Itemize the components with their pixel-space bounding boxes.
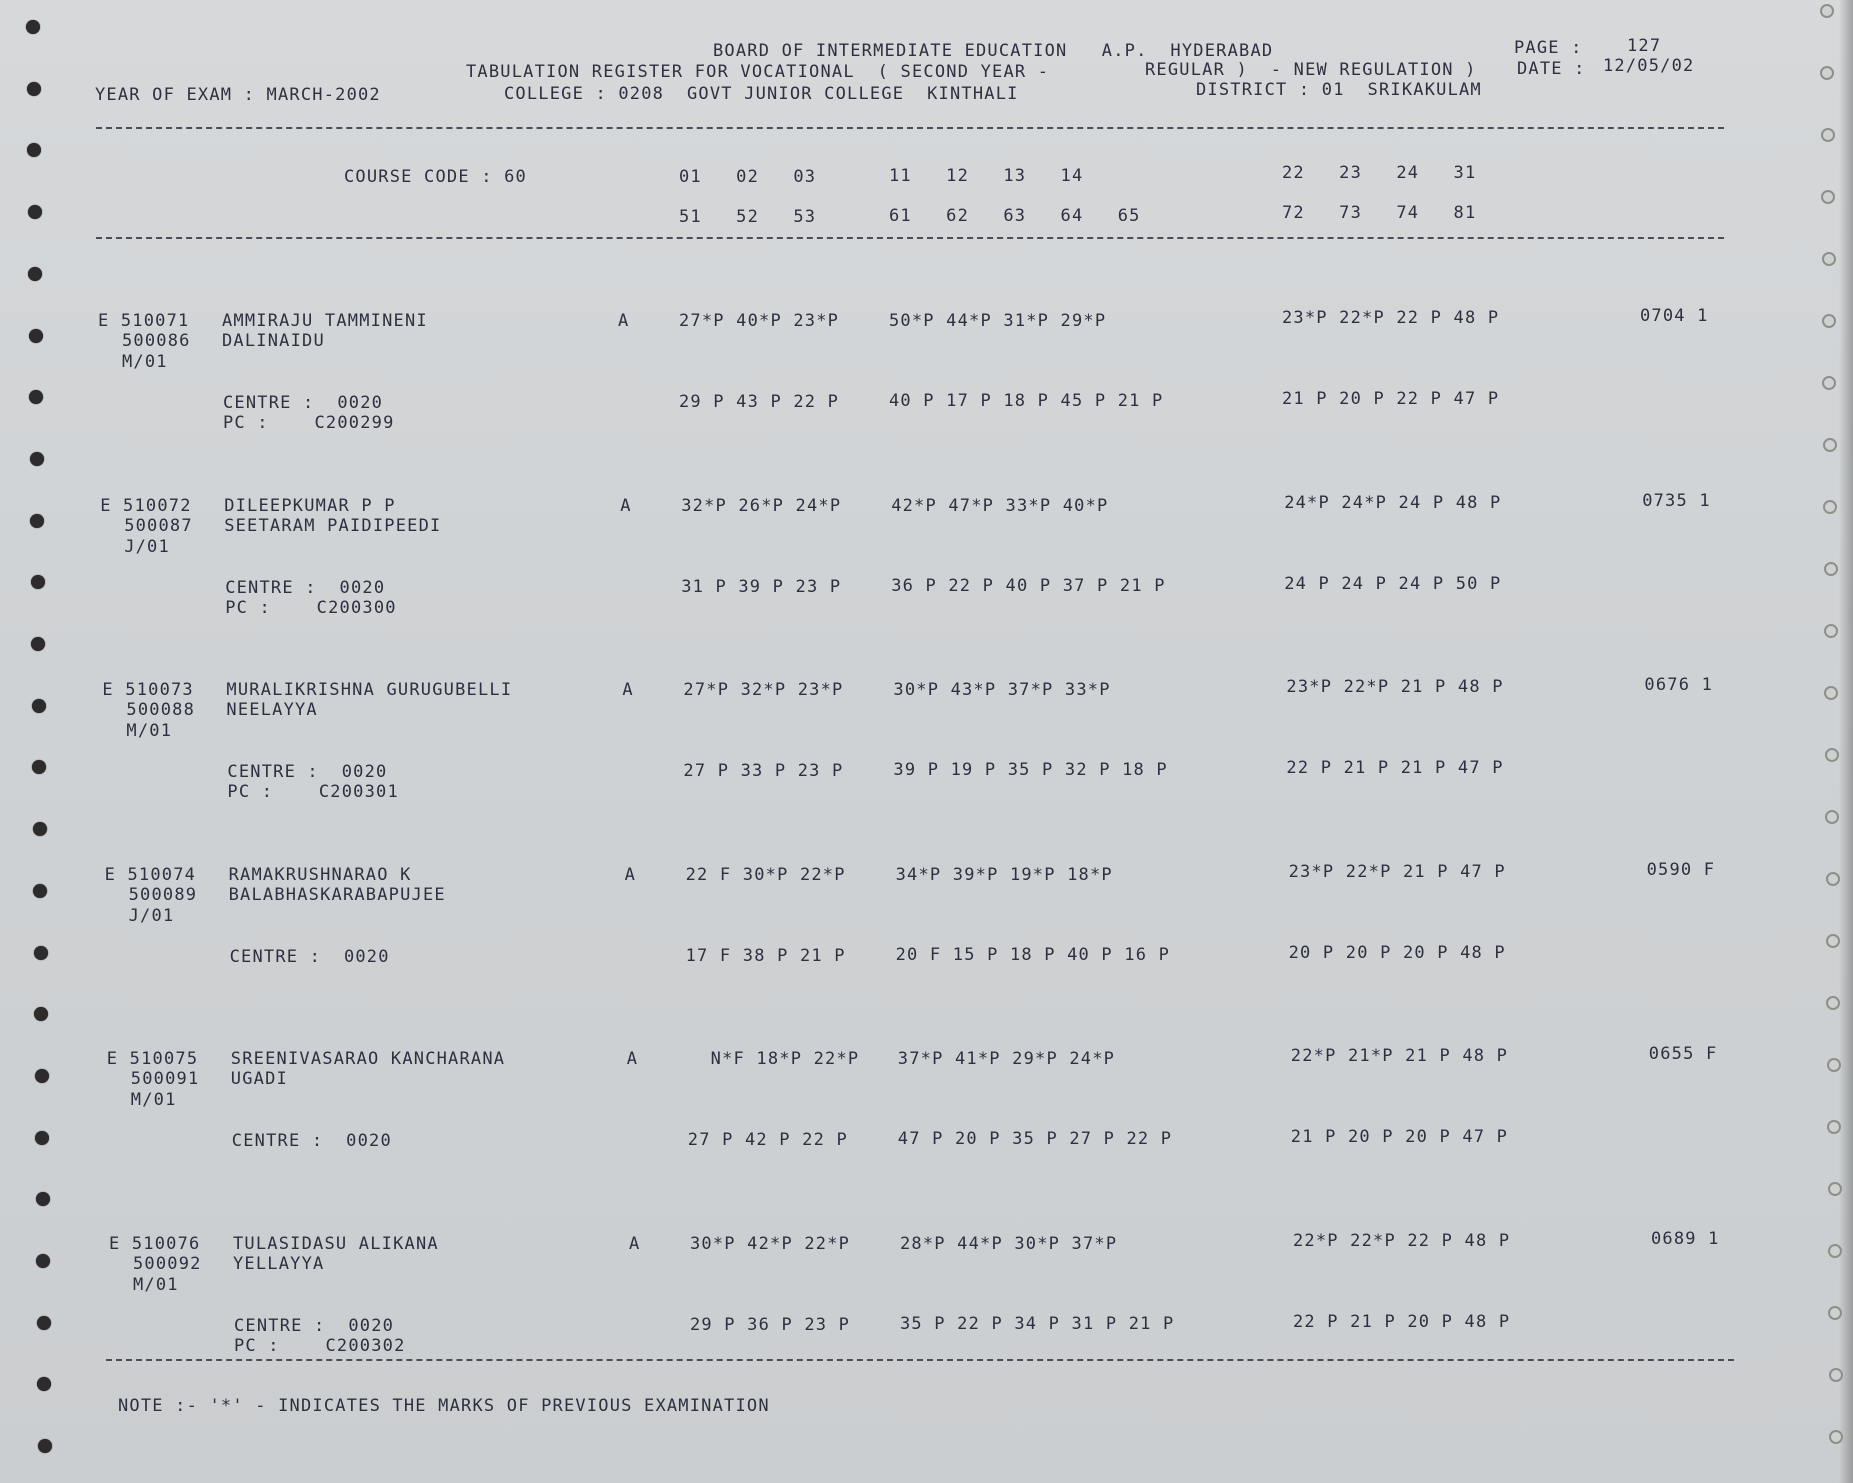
page-number: 127 — [1627, 36, 1662, 56]
feed-hole — [1828, 1182, 1842, 1196]
exam-centre: CENTRE : 0020 — [229, 946, 390, 967]
feed-hole — [1822, 314, 1836, 328]
total-and-result: 0735 1 — [1642, 490, 1711, 511]
feed-hole — [28, 267, 42, 281]
feed-hole — [1822, 376, 1836, 390]
header-rule-top — [96, 127, 1724, 129]
father-name: NEELAYYA — [226, 700, 318, 721]
page-label: PAGE : — [1514, 38, 1583, 58]
roll-number: 500091 — [130, 1069, 200, 1090]
status-flag: A — [622, 680, 634, 701]
feed-hole — [1827, 1058, 1841, 1072]
marks-previous-group3: 23*P 22*P 21 P 47 P — [1288, 861, 1506, 882]
register-title: TABULATION REGISTER FOR VOCATIONAL ( SECOND YEAR - — [466, 62, 1050, 82]
group-code: M/01 — [130, 1090, 177, 1111]
pc-number: PC : C200299 — [223, 413, 395, 433]
marks-previous-group3: 22*P 21*P 21 P 48 P — [1290, 1046, 1509, 1067]
total-and-result: 0676 1 — [1644, 675, 1713, 696]
marks-current-group1: 27 P 33 P 23 P — [683, 761, 844, 782]
feed-hole — [27, 82, 41, 96]
marks-previous-group3: 23*P 22*P 21 P 48 P — [1286, 677, 1504, 698]
board-title: BOARD OF INTERMEDIATE EDUCATION A.P. HYDERABAD — [713, 41, 1274, 61]
feed-hole — [1824, 686, 1838, 700]
exam-centre: CENTRE : 0020 — [223, 393, 384, 413]
student-id: E 510072 — [100, 495, 192, 516]
marks-previous-group1: 30*P 42*P 22*P — [690, 1234, 851, 1254]
pc-number: PC : C200302 — [234, 1336, 406, 1356]
group-code: J/01 — [124, 536, 170, 557]
marks-current-group1: 17 F 38 P 21 P — [685, 945, 846, 966]
feed-hole — [37, 1316, 51, 1330]
feed-hole — [32, 699, 46, 713]
total-and-result: 0689 1 — [1651, 1229, 1720, 1249]
marks-previous-group1: N*F 18*P 22*P — [687, 1049, 860, 1070]
total-and-result: 0590 F — [1646, 859, 1716, 880]
father-name: SEETARAM PAIDIPEEDI — [224, 515, 442, 536]
feed-hole — [1828, 1244, 1842, 1258]
status-flag: A — [629, 1234, 641, 1254]
marks-previous-group2: 34*P 39*P 19*P 18*P — [895, 864, 1113, 885]
marks-previous-group1: 22 F 30*P 22*P — [685, 864, 846, 885]
marks-current-group1: 27 P 42 P 22 P — [687, 1130, 848, 1151]
marks-previous-group1: 27*P 32*P 23*P — [683, 680, 844, 701]
marks-current-group2: 40 P 17 P 18 P 45 P 21 P — [889, 391, 1164, 411]
date-label: DATE : — [1517, 59, 1586, 79]
status-flag: A — [626, 1049, 639, 1070]
student-name: AMMIRAJU TAMMINENI — [222, 311, 428, 331]
student-id: E 510073 — [102, 680, 194, 701]
feed-hole — [1822, 252, 1836, 266]
father-name: UGADI — [230, 1069, 288, 1090]
marks-current-group3: 22 P 21 P 20 P 48 P — [1293, 1312, 1511, 1332]
subject-codes-row2-group2: 61 62 63 64 65 — [889, 206, 1141, 226]
exam-centre: CENTRE : 0020 — [227, 762, 388, 783]
feed-hole — [35, 1131, 49, 1145]
feed-hole — [1821, 128, 1835, 142]
feed-hole — [26, 20, 40, 34]
student-id: E 510071 — [98, 311, 190, 331]
feed-hole — [34, 1007, 48, 1021]
feed-hole — [1823, 500, 1837, 514]
college-info: COLLEGE : 0208 GOVT JUNIOR COLLEGE KINTHALI — [504, 84, 1019, 104]
group-code: M/01 — [133, 1275, 179, 1295]
footer-note: NOTE :- '*' - INDICATES THE MARKS OF PREVIOUS EXAMINATION — [118, 1396, 770, 1416]
feed-hole — [32, 760, 46, 774]
feed-hole — [29, 329, 43, 343]
feed-hole — [1826, 934, 1840, 948]
pc-number: PC : C200300 — [225, 597, 397, 618]
feed-hole — [30, 514, 44, 528]
total-and-result: 0704 1 — [1640, 306, 1709, 326]
father-name: YELLAYYA — [233, 1254, 325, 1274]
feed-hole — [35, 1069, 49, 1083]
page-edge-shadow — [1839, 0, 1853, 1483]
exam-centre: CENTRE : 0020 — [234, 1316, 395, 1336]
feed-hole — [33, 884, 47, 898]
regulation-text: REGULAR ) - NEW REGULATION ) — [1145, 60, 1477, 80]
feed-hole — [1820, 66, 1834, 80]
group-code: M/01 — [126, 721, 173, 742]
feed-hole — [31, 637, 45, 651]
father-name: DALINAIDU — [222, 331, 325, 351]
total-and-result: 0655 F — [1648, 1044, 1718, 1065]
marks-previous-group2: 42*P 47*P 33*P 40*P — [891, 495, 1109, 516]
roll-number: 500086 — [122, 331, 191, 351]
marks-current-group1: 29 P 36 P 23 P — [690, 1315, 851, 1335]
marks-current-group3: 20 P 20 P 20 P 48 P — [1288, 942, 1506, 963]
marks-current-group2: 39 P 19 P 35 P 32 P 18 P — [893, 760, 1168, 781]
year-of-exam: YEAR OF EXAM : MARCH-2002 — [95, 85, 381, 105]
marks-current-group1: 31 P 39 P 23 P — [681, 576, 842, 597]
marks-current-group3: 21 P 20 P 22 P 47 P — [1282, 389, 1500, 409]
feed-hole — [1825, 748, 1839, 762]
father-name: BALABHASKARABAPUJEE — [228, 884, 446, 905]
subject-codes-row2-group3: 72 73 74 81 — [1282, 203, 1477, 223]
feed-hole — [1824, 624, 1838, 638]
marks-previous-group1: 32*P 26*P 24*P — [681, 495, 842, 516]
marks-previous-group3: 24*P 24*P 24 P 48 P — [1284, 492, 1502, 513]
marks-previous-group3: 22*P 22*P 22 P 48 P — [1293, 1231, 1511, 1251]
date-value: 12/05/02 — [1603, 56, 1695, 76]
subject-codes-row1-group3: 22 23 24 31 — [1282, 163, 1477, 183]
feed-hole — [33, 822, 47, 836]
student-id: E 510074 — [104, 864, 197, 885]
exam-centre: CENTRE : 0020 — [231, 1131, 392, 1152]
student-name: RAMAKRUSHNARAO K — [228, 864, 412, 885]
pc-number: PC : C200301 — [227, 782, 399, 803]
marks-current-group3: 24 P 24 P 24 P 50 P — [1284, 573, 1502, 594]
marks-previous-group2: 50*P 44*P 31*P 29*P — [889, 311, 1107, 331]
feed-hole — [1823, 438, 1837, 452]
marks-current-group2: 36 P 22 P 40 P 37 P 21 P — [891, 575, 1166, 596]
feed-hole — [1826, 872, 1840, 886]
feed-hole — [1825, 810, 1839, 824]
district-info: DISTRICT : 01 SRIKAKULAM — [1196, 80, 1482, 100]
marks-previous-group1: 27*P 40*P 23*P — [679, 311, 840, 331]
student-name: SREENIVASARAO KANCHARANA — [230, 1049, 506, 1070]
feed-hole — [38, 1439, 52, 1453]
feed-hole — [31, 575, 45, 589]
marks-current-group2: 20 F 15 P 18 P 40 P 16 P — [895, 944, 1171, 965]
feed-hole — [36, 1254, 50, 1268]
subject-codes-row2-group1: 51 52 53 — [679, 207, 817, 227]
footer-rule — [106, 1359, 1734, 1361]
student-name: DILEEPKUMAR P P — [224, 495, 396, 516]
feed-hole — [28, 205, 42, 219]
marks-previous-group2: 28*P 44*P 30*P 37*P — [900, 1234, 1118, 1254]
feed-hole — [1820, 4, 1834, 18]
feed-hole — [29, 390, 43, 404]
roll-number: 500089 — [128, 884, 198, 905]
feed-hole — [37, 1377, 51, 1391]
student-name: MURALIKRISHNA GURUGUBELLI — [226, 680, 513, 701]
header-rule-bottom — [96, 237, 1724, 239]
exam-centre: CENTRE : 0020 — [225, 577, 386, 598]
student-name: TULASIDASU ALIKANA — [233, 1234, 439, 1254]
marks-current-group2: 35 P 22 P 34 P 31 P 21 P — [900, 1314, 1175, 1334]
group-code: J/01 — [128, 905, 175, 926]
marks-previous-group2: 37*P 41*P 29*P 24*P — [897, 1049, 1116, 1070]
student-id: E 510076 — [109, 1234, 201, 1254]
subject-codes-row1-group2: 11 12 13 14 — [889, 166, 1084, 186]
status-flag: A — [624, 864, 637, 885]
feed-hole — [1829, 1368, 1843, 1382]
status-flag: A — [618, 311, 630, 331]
roll-number: 500088 — [126, 700, 195, 721]
feed-hole — [36, 1192, 50, 1206]
marks-previous-group3: 23*P 22*P 22 P 48 P — [1282, 308, 1500, 328]
course-code: COURSE CODE : 60 — [344, 167, 527, 187]
feed-hole — [27, 143, 41, 157]
marks-current-group1: 29 P 43 P 22 P — [679, 392, 840, 412]
marks-current-group3: 22 P 21 P 21 P 47 P — [1286, 758, 1504, 779]
marks-previous-group2: 30*P 43*P 37*P 33*P — [893, 680, 1111, 701]
feed-hole — [1821, 190, 1835, 204]
feed-hole — [34, 946, 48, 960]
marks-current-group2: 47 P 20 P 35 P 27 P 22 P — [897, 1129, 1173, 1150]
roll-number: 500087 — [124, 515, 193, 536]
group-code: M/01 — [122, 352, 168, 372]
subject-codes-row1-group1: 01 02 03 — [679, 167, 817, 187]
feed-hole — [1824, 562, 1838, 576]
feed-hole — [30, 452, 44, 466]
student-id: E 510075 — [106, 1049, 199, 1070]
status-flag: A — [620, 495, 632, 516]
marks-current-group3: 21 P 20 P 20 P 47 P — [1290, 1127, 1509, 1148]
roll-number: 500092 — [133, 1254, 202, 1274]
